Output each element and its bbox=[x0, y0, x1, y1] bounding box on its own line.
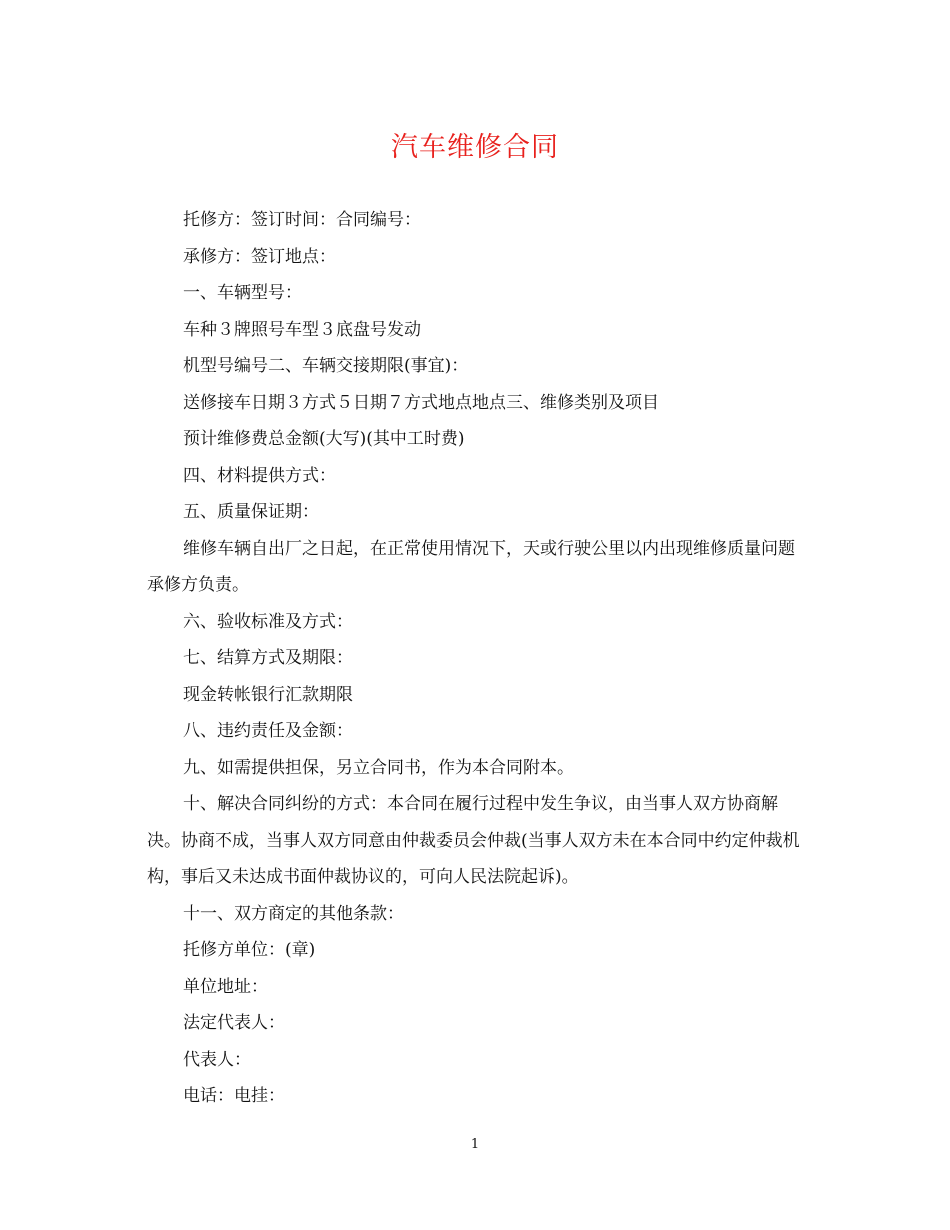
paragraph-legal-representative: 法定代表人： bbox=[183, 1013, 285, 1033]
paragraph-parties-repairer: 承修方：签订地点： bbox=[183, 246, 336, 267]
document-title: 汽车维修合同 bbox=[391, 132, 559, 163]
paragraph-representative: 代表人： bbox=[183, 1049, 251, 1070]
paragraph-vehicle-info: 车种３牌照号车型３底盘号发动 bbox=[183, 319, 421, 340]
paragraph-section-2-heading: 机型号编号二、车辆交接期限(事宜)： bbox=[183, 356, 469, 376]
paragraph-section-7-heading: 七、结算方式及期限： bbox=[183, 648, 353, 668]
paragraph-delivery-details: 送修接车日期３方式５日期７方式地点地点三、维修类别及项目 bbox=[183, 392, 659, 413]
paragraph-client-unit: 托修方单位：(章) bbox=[183, 940, 316, 960]
paragraph-phone: 电话：电挂： bbox=[183, 1086, 285, 1106]
paragraph-estimated-cost: 预计维修费总金额(大写)(其中工时费) bbox=[183, 429, 465, 449]
page-number: 1 bbox=[470, 1137, 480, 1152]
paragraph-section-4-heading: 四、材料提供方式： bbox=[183, 465, 336, 486]
paragraph-warranty-text: 维修车辆自出厂之日起，在正常使用情况下，天或行驶公里以内出现维修质量问题承修方负责。 bbox=[147, 538, 795, 595]
paragraph-section-5-heading: 五、质量保证期： bbox=[183, 502, 319, 522]
paragraph-section-6-heading: 六、验收标准及方式： bbox=[183, 611, 353, 632]
paragraph-section-9: 九、如需提供担保，另立合同书，作为本合同附本。 bbox=[183, 757, 574, 778]
paragraph-parties-client: 托修方：签订时间：合同编号： bbox=[183, 210, 421, 230]
document-body bbox=[147, 202, 807, 1115]
paragraph-section-8-heading: 八、违约责任及金额： bbox=[183, 721, 353, 741]
paragraph-section-10: 十、解决合同纠纷的方式：本合同在履行过程中发生争议，由当事人双方协商解决。协商不成，当事人双方同意由仲裁委员会仲裁(当事人双方未在本合同中约定仲裁机构，事后又未达成书面仲裁协议的，可向人民法院起诉)。 bbox=[147, 794, 800, 887]
paragraph-payment-methods: 现金转帐银行汇款期限 bbox=[183, 684, 353, 705]
paragraph-section-1-heading: 一、车辆型号： bbox=[183, 283, 302, 303]
paragraph-section-11-heading: 十一、双方商定的其他条款： bbox=[183, 903, 404, 924]
paragraph-unit-address: 单位地址： bbox=[183, 976, 268, 997]
